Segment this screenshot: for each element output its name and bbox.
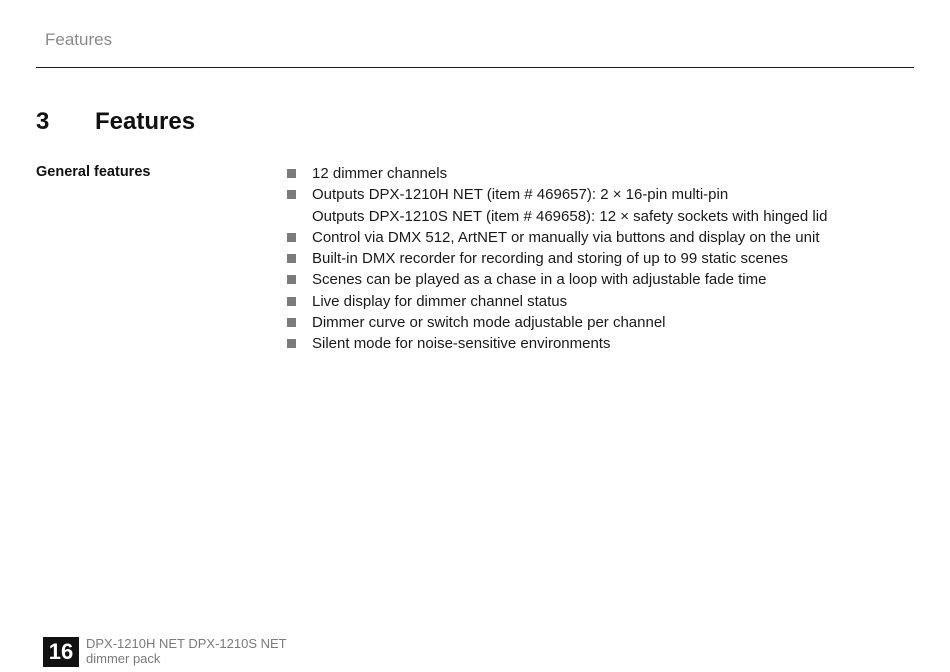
square-bullet-icon	[287, 233, 296, 242]
header-rule	[36, 67, 914, 68]
square-bullet-icon	[287, 339, 296, 348]
feature-item	[287, 163, 907, 184]
chapter-number: 3	[36, 108, 50, 135]
feature-item	[287, 248, 907, 269]
feature-item	[287, 312, 907, 333]
feature-item	[287, 227, 907, 248]
chapter-title: Features	[95, 108, 196, 135]
footer-product-line1: DPX-1210H NET DPX-1210S NET	[86, 636, 287, 651]
feature-text: Silent mode for noise-sensitive environments	[312, 335, 611, 353]
square-bullet-icon	[287, 318, 296, 327]
square-bullet-icon	[287, 254, 296, 263]
feature-item	[287, 269, 907, 290]
feature-text: 12 dimmer channels	[312, 165, 448, 182]
feature-text: Control via DMX 512, ArtNET or manually via buttons and display on the unit	[312, 228, 820, 246]
feature-item	[287, 184, 907, 227]
footer-product	[86, 636, 287, 666]
square-bullet-icon	[287, 190, 296, 199]
page-number-badge: 16	[43, 637, 79, 667]
feature-text: Built-in DMX recorder for recording and storing of up to 99 static scenes	[312, 250, 789, 268]
feature-text: Scenes can be played as a chase in a loop with adjustable fade time	[312, 271, 767, 289]
square-bullet-icon	[287, 169, 296, 178]
footer-product-line2: dimmer pack	[86, 651, 161, 666]
section-heading: General features	[36, 164, 151, 180]
feature-item	[287, 333, 907, 354]
chapter-heading	[36, 108, 195, 136]
square-bullet-icon	[287, 275, 296, 284]
running-header: Features	[45, 30, 113, 49]
feature-text: Outputs DPX-1210S NET (item # 469658): 12 × safety sockets with hinged lid	[312, 207, 828, 225]
feature-text: Live display for dimmer channel status	[312, 292, 568, 310]
feature-item	[287, 291, 907, 312]
feature-text: Outputs DPX-1210H NET (item # 469657): 2 × 16-pin multi-pin	[312, 186, 729, 204]
feature-list	[287, 163, 907, 355]
square-bullet-icon	[287, 297, 296, 306]
feature-text: Dimmer curve or switch mode adjustable per channel	[312, 314, 666, 332]
